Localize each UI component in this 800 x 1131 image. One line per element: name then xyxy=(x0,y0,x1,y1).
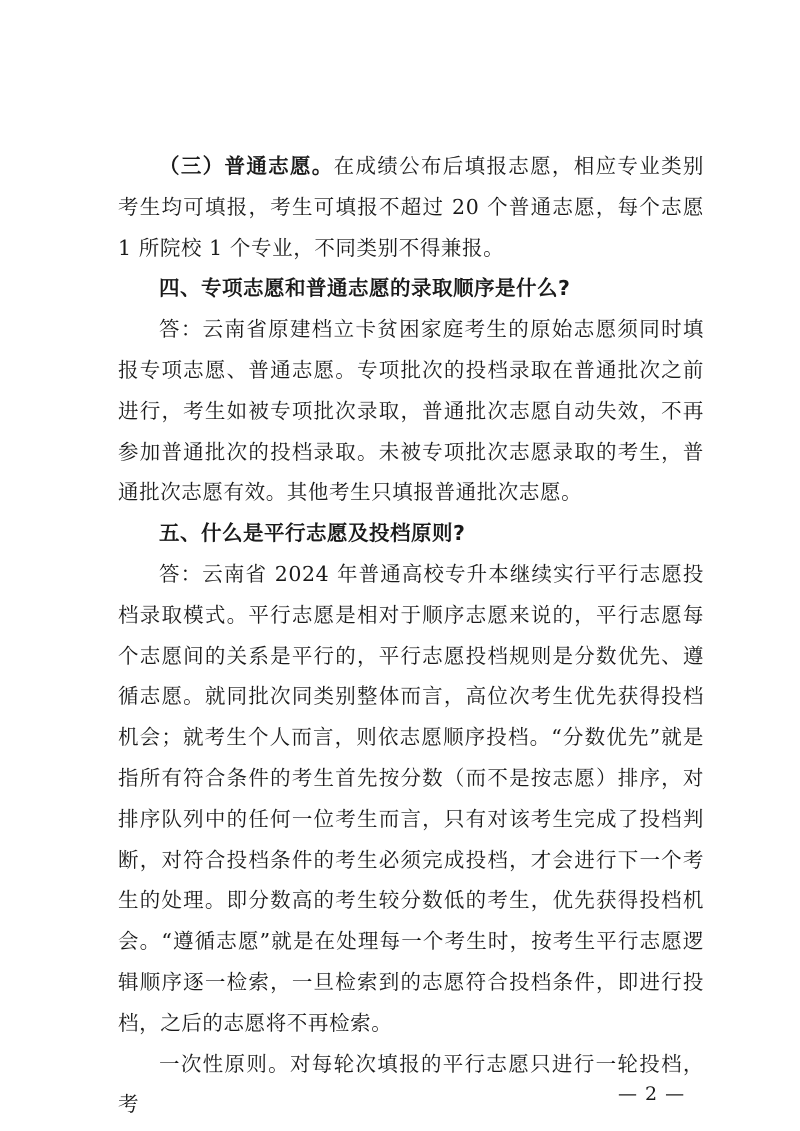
question-heading-4: 四、专项志愿和普通志愿的录取顺序是什么? xyxy=(159,276,571,301)
page-number: — 2 — xyxy=(618,1083,686,1105)
paragraph-lead: （三）普通志愿。 xyxy=(159,154,334,178)
continuation-paragraph: 一次性原则。对每轮次填报的平行志愿只进行一轮投档，考 xyxy=(118,1051,704,1117)
paragraph-text: 在成绩公布后填报志愿，相应专业类别考生均可填报，考生可填报不超过 20 个普通志愿，每个志愿 1 所院校 1 个专业，不同类别不得兼报。 xyxy=(118,154,704,260)
question-heading-5: 五、什么是平行志愿及投档原则? xyxy=(159,521,466,546)
answer-paragraph-5: 答：云南省 2024 年普通高校专升本继续实行平行志愿投档录取模式。平行志愿是相对于顺序志愿来说的，平行志愿每个志愿间的关系是平行的，平行志愿投档规则是分数优先、遵循志愿。就同批次同类别整体而言，高位次考生优先获得投档机会；就考生个人而言，则依志愿顺序投档。“分数优先”就是指所有符合条件的考生首先按分数（而不是按志愿）排序，对排序队列中的任何一位考生而言，只有对该考生完成了投档判断，对符合投档条件的考生必须完成投档，才会进行下一个考生的处理。即分数高的考生较分数低的考生，优先获得投档机会。“遵循志愿”就是在处理每一个考生时，按考生平行志愿逻辑顺序逐一检索，一旦检索到的志愿符合投档条件，即进行投档，之后的志愿将不再检索。 xyxy=(118,561,704,1035)
document-body xyxy=(118,146,704,1125)
answer-paragraph-4: 答：云南省原建档立卡贫困家庭考生的原始志愿须同时填报专项志愿、普通志愿。专项批次的投档录取在普通批次之前进行，考生如被专项批次录取，普通批次志愿自动失效，不再参加普通批次的投档录取。未被专项批次志愿录取的考生，普通批次志愿有效。其他考生只填报普通批次志愿。 xyxy=(118,317,704,505)
paragraph-ordinary-volunteer xyxy=(118,146,704,268)
